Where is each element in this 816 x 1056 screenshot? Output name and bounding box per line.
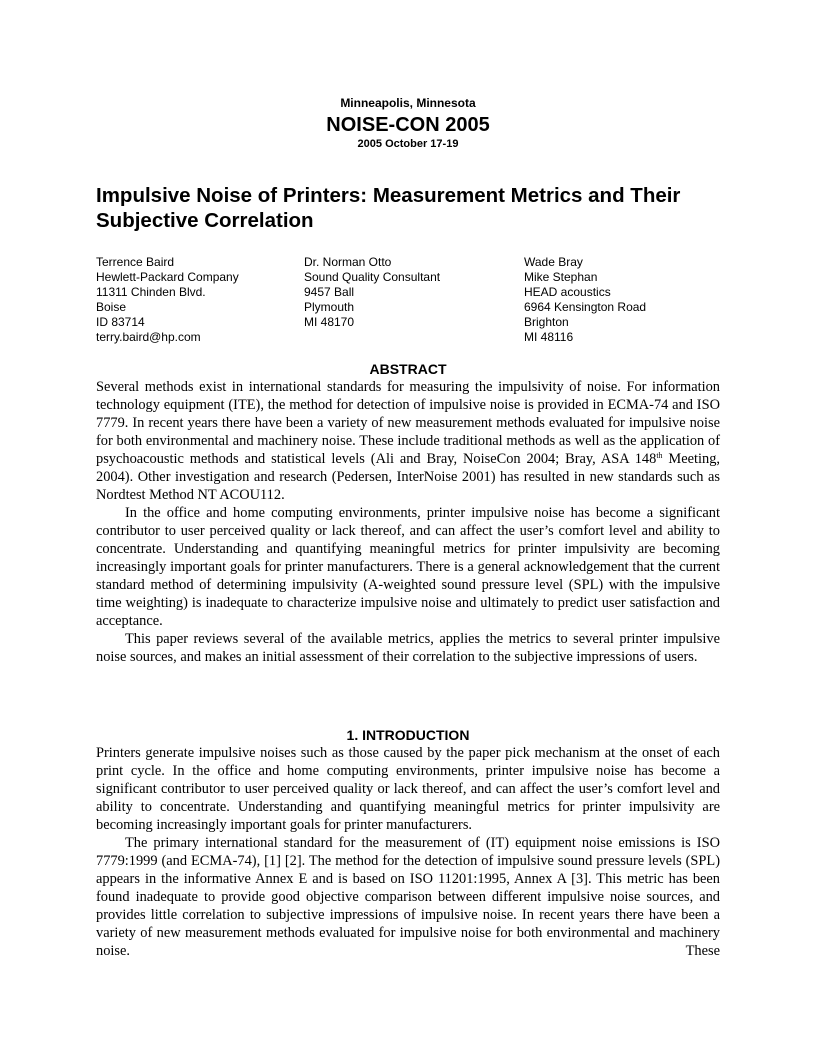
author-2 xyxy=(304,255,440,330)
ordinal-suffix: th xyxy=(656,451,663,460)
author-2-state-zip: MI 48170 xyxy=(304,315,355,329)
author-3 xyxy=(524,255,646,345)
author-3-company: HEAD acoustics xyxy=(524,285,611,299)
author-2-city: Plymouth xyxy=(304,300,355,314)
abstract-paragraph-2: In the office and home computing environments, printer impulsive noise has become a significant contributor to user perceived quality or lack thereof, and can affect the user’s comfort level and ability to concentrate. Understanding and quantifying meaningful metrics for printer impulsivity are becoming increasingly important goals for printer manufacturers. There is a general acknowledgement that the current standard method of determining impulsivity (A-weighted sound pressure level (SPL) with the impulsive time weighting) is inadequate to characterize impulsive noise and ultimately to predict user satisfaction and acceptance. xyxy=(96,505,720,629)
introduction-section xyxy=(96,726,720,960)
conference-location: Minneapolis, Minnesota xyxy=(340,96,476,110)
abstract-section xyxy=(96,360,720,666)
author-1-name: Terrence Baird xyxy=(96,255,175,269)
conference-name: NOISE-CON 2005 xyxy=(326,114,490,136)
author-2-company: Sound Quality Consultant xyxy=(304,270,441,284)
abstract-paragraph-1 xyxy=(96,378,720,504)
abstract-p1-text-cont: Meeting, 2004). Other investigation and research (Pedersen, InterNoise 2001) has resulted in new standards such as Nordtest Method NT ACOU112. xyxy=(96,451,720,503)
conference-dates: 2005 October 17-19 xyxy=(357,138,459,150)
conference-header xyxy=(0,96,816,151)
paper-title: Impulsive Noise of Printers: Measurement Metrics and Their Subjective Correlation xyxy=(96,184,681,232)
abstract-paragraph-3: This paper reviews several of the available metrics, applies the metrics to several printer impulsive noise sources, and makes an initial assessment of their correlation to the subjective impressions of users. xyxy=(96,631,720,665)
author-1 xyxy=(96,255,239,345)
author-3-name-2: Mike Stephan xyxy=(524,270,598,284)
author-2-name: Dr. Norman Otto xyxy=(304,255,392,269)
abstract-p1-text: Several methods exist in international standards for measuring the impulsivity of noise. For information technology equipment (ITE), the method for detection of impulsive noise is provided in ECMA-74 and ISO 7779. In recent years there have been a variety of new measurement methods evaluated for impulsive noise for both environmental and machinery noise. These include traditional methods as well as the application of psychoacoustic methods and statistical levels (Ali and Bray, NoiseCon 2004; Bray, ASA 148 xyxy=(96,379,720,467)
author-1-company: Hewlett-Packard Company xyxy=(96,270,239,284)
introduction-paragraph-2: The primary international standard for the measurement of (IT) equipment noise emissions is ISO 7779:1999 (and ECMA-74), [1] [2]. The method for the detection of impulsive sound pressure levels (SPL) appears in the informative Annex E and is based on ISO 11201:1995, Annex A [3]. This metric has been found inadequate to provide good objective comparison between different impulsive noise sources, and provides little correlation to subjective impressions of impulsive noise. In recent years there have been a variety of new measurement methods evaluated for impulsive noise for both environmental and machinery noise. These xyxy=(96,835,720,959)
introduction-heading: 1. INTRODUCTION xyxy=(346,727,470,743)
abstract-heading: ABSTRACT xyxy=(369,361,447,377)
author-3-street: 6964 Kensington Road xyxy=(524,300,647,314)
author-1-state-zip: ID 83714 xyxy=(96,315,145,329)
introduction-paragraph-1: Printers generate impulsive noises such as those caused by the paper pick mechanism at the onset of each print cycle. In the office and home computing environments, printer impulsive noise has become a significant contributor to user perceived quality or lack thereof, and can affect the user’s comfort level and ability to concentrate. Understanding and quantifying meaningful metrics for printer impulsivity are becoming increasingly important goals for printer manufacturers. xyxy=(96,745,720,833)
author-1-street: 11311 Chinden Blvd. xyxy=(96,285,206,299)
author-3-name: Wade Bray xyxy=(524,255,583,269)
author-1-email: terry.baird@hp.com xyxy=(96,330,201,344)
author-3-city: Brighton xyxy=(524,315,569,329)
author-1-city: Boise xyxy=(96,300,127,314)
author-3-state-zip: MI 48116 xyxy=(524,330,574,344)
author-2-street: 9457 Ball xyxy=(304,285,355,299)
author-block xyxy=(96,255,736,350)
